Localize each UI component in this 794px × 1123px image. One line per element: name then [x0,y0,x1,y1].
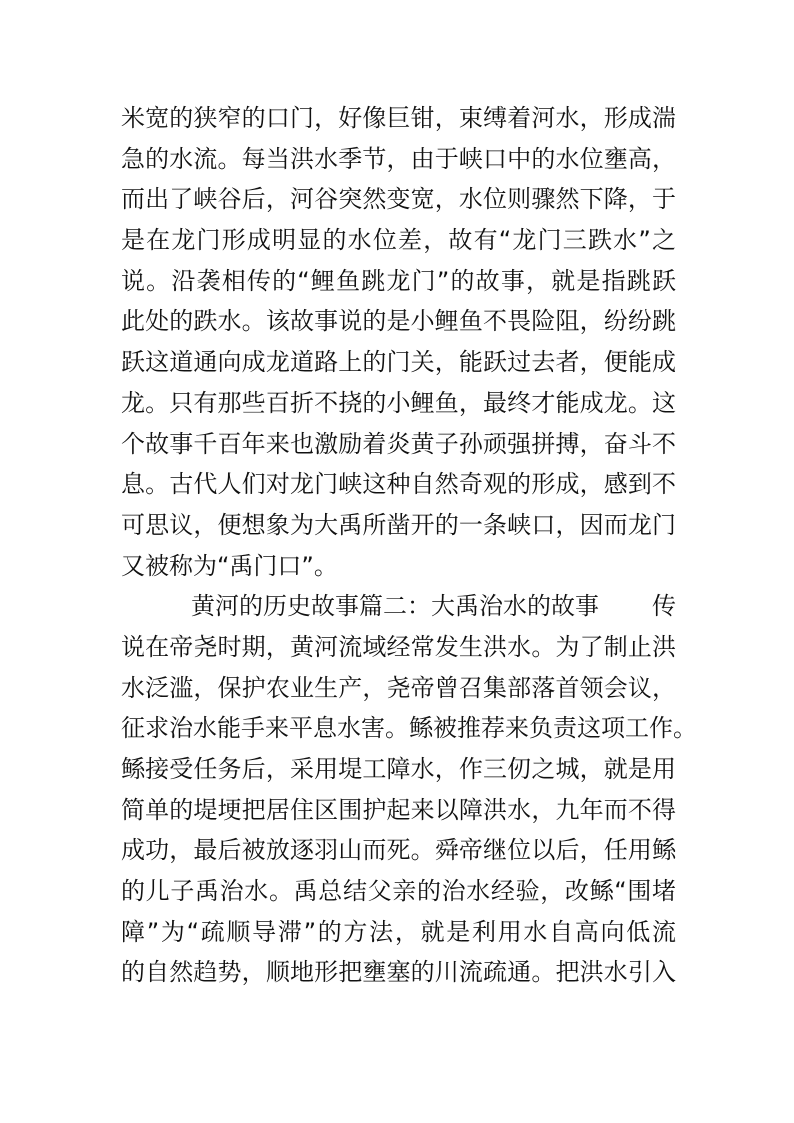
text-line: 征求治水能手来平息水害。鲧被推荐来负责这项工作。 [121,714,697,743]
text-line: 简单的堤埂把居住区围护起来以障洪水，九年而不得 [121,795,676,824]
text-line: 米宽的狭窄的口门，好像巨钳，束缚着河水，形成湍 [121,104,676,132]
text-line: 个故事千百年来也激励着炎黄子孙顽强拼搏，奋斗不 [121,429,676,458]
text-line: 此处的跌水。该故事说的是小鲤鱼不畏险阻，纷纷跳 [121,307,676,336]
text-line: 成功，最后被放逐羽山而死。舜帝继位以后，任用鲧 [121,836,676,865]
text-line: 急的水流。每当洪水季节，由于峡口中的水位壅高， [121,144,676,173]
heading-tail-text: 传 [652,592,676,621]
text-line: 是在龙门形成明显的水位差，故有“龙门三跌水”之 [121,226,676,255]
text-line: 鲧接受任务后，采用堤工障水，作三仞之城，就是用 [121,755,676,783]
text-line: 的儿子禹治水。禹总结父亲的治水经验，改鲧“围堵 [121,877,676,906]
text-line: 说。沿袭相传的“鲤鱼跳龙门”的故事，就是指跳跃 [121,266,676,295]
text-line: 的自然趋势，顺地形把壅塞的川流疏通。把洪水引入 [121,958,676,987]
text-line: 可思议，便想象为大禹所凿开的一条峡口，因而龙门 [121,510,676,539]
body-text [121,98,697,993]
text-line: 障”为“疏顺导滞”的方法，就是利用水自高向低流 [121,917,676,946]
text-line: 龙。只有那些百折不挠的小鲤鱼，最终才能成龙。这 [121,388,676,417]
section-heading: 黄河的历史故事篇二：大禹治水的故事 [191,592,599,621]
section-heading-line [121,586,676,627]
text-line: 又被称为“禹门口”。 [121,551,338,580]
text-line: 水泛滥，保护农业生产，尧帝曾召集部落首领会议， [121,673,676,702]
text-line: 跃这道通向成龙道路上的门关，能跃过去者，便能成 [121,348,676,377]
text-line: 而出了峡谷后，河谷突然变宽，水位则骤然下降，于 [121,185,676,214]
text-line: 说在帝尧时期，黄河流域经常发生洪水。为了制止洪 [121,632,676,661]
text-line: 息。古代人们对龙门峡这种自然奇观的形成，感到不 [121,470,676,499]
